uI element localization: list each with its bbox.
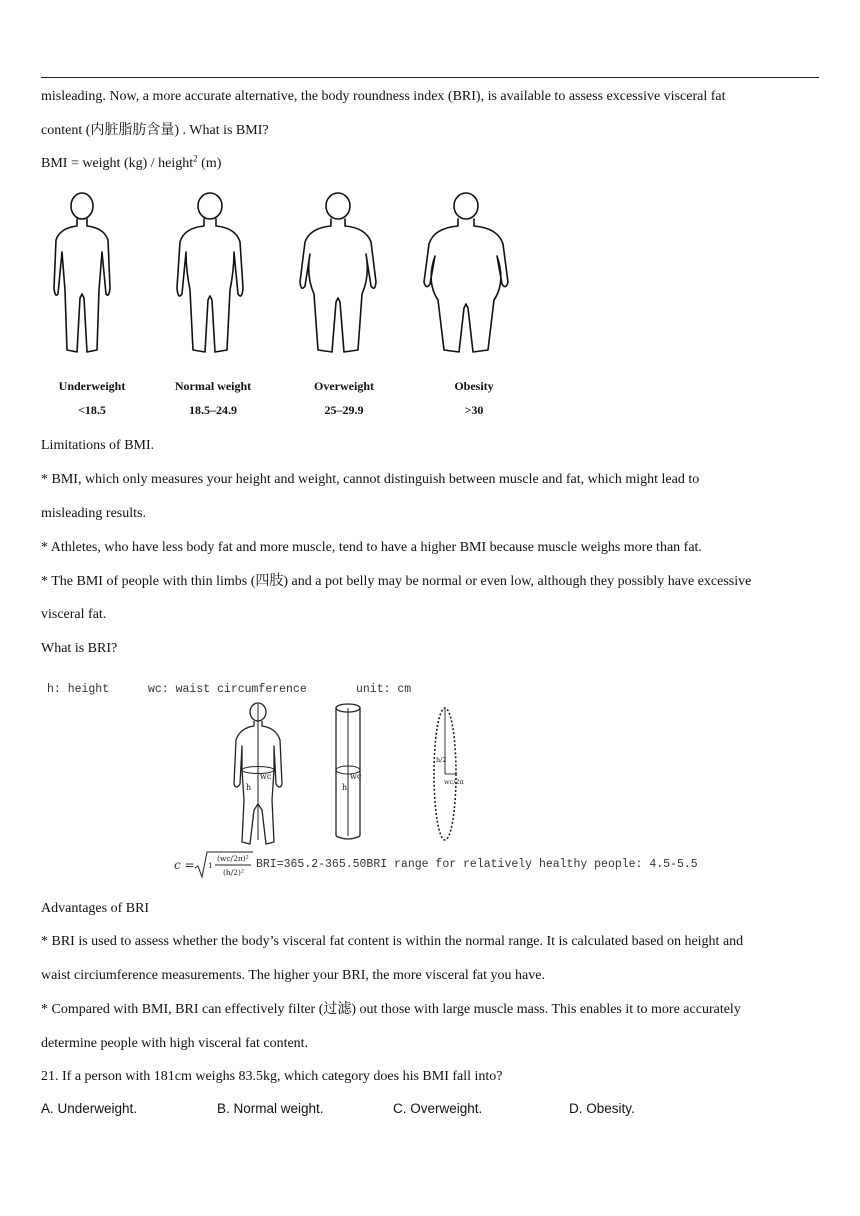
bri-ellipse (434, 708, 456, 840)
bmi-label-normal: Normal weight (174, 379, 252, 393)
svg-text:(wc/2π)²: (wc/2π)² (217, 854, 249, 863)
bmi-formula-prefix: BMI = weight (kg) / height (41, 156, 194, 171)
question-stem: 21. If a person with 181cm weighs 83.5kg, which category does his BMI fall into? (41, 1069, 503, 1084)
advantages-paragraph: determine people with high visceral fat content. (41, 1036, 309, 1051)
bmi-range-underweight: <18.5 (78, 403, 106, 417)
bri-human-outline (234, 703, 282, 844)
bmi-figure (40, 190, 520, 365)
limitations-paragraph: visceral fat. (41, 607, 107, 622)
figure-underweight (54, 193, 110, 352)
figure-obesity (424, 193, 508, 352)
advantages-paragraph: * BRI is used to assess whether the body’s visceral fat content is within the normal range. It is calculated based on height and (41, 934, 744, 949)
passage-line: misleading. Now, a more accurate alternative, the body roundness index (BRI), is available to assess excessive visceral fat (41, 89, 726, 104)
advantages-paragraph: * Compared with BMI, BRI can effectively filter (过滤) out those with large muscle mass. This enables it to more accurately (41, 1002, 741, 1017)
option-d[interactable]: D. Obesity. (569, 1101, 635, 1116)
bri-formula-tail: BRI=365.2-365.50BRI range for relatively healthy people: 4.5-5.5 (256, 858, 698, 871)
bmi-range-obesity: >30 (464, 403, 484, 417)
bri-legend-unit: unit: cm (356, 683, 412, 696)
bri-ellipse-wc-mark: wc/2π (444, 778, 464, 786)
bmi-formula-sup: 2 (193, 153, 198, 164)
bri-legend-height: h: height (47, 683, 110, 696)
bri-legend-waist: wc: waist circumference (148, 683, 307, 696)
bmi-label-obesity: Obesity (454, 379, 494, 393)
advantages-paragraph: waist circiumference measurements. The higher your BRI, the more visceral fat you have. (41, 968, 545, 983)
limitations-paragraph: * BMI, which only measures your height and weight, cannot distinguish between muscle and fat, which might lead to (41, 472, 700, 487)
bri-figure (220, 700, 470, 850)
limitations-heading: Limitations of BMI. (41, 438, 155, 453)
option-b[interactable]: B. Normal weight. (217, 1101, 324, 1116)
svg-text:(h/2)²: (h/2)² (223, 868, 244, 877)
bmi-range-normal: 18.5–24.9 (189, 403, 237, 417)
bri-ellipse-h-mark: h/2 (436, 756, 447, 764)
bri-cylinder-wc-mark: wc (350, 772, 362, 781)
limitations-paragraph: misleading results. (41, 506, 146, 521)
bmi-label-underweight: Underweight (58, 379, 126, 393)
bri-cylinder-h-mark: h (342, 783, 348, 792)
bmi-range-overweight: 25–29.9 (324, 403, 364, 417)
option-c[interactable]: C. Overweight. (393, 1101, 483, 1116)
bri-heading: What is BRI? (41, 641, 118, 656)
advantages-heading: Advantages of BRI (41, 901, 150, 916)
limitations-paragraph: * The BMI of people with thin limbs (四肢) and a pot belly may be normal or even low, although they possibly have excessive (41, 574, 752, 589)
passage-line: content (内脏脂肪含量) . What is BMI? (41, 123, 269, 138)
bri-human-h-mark: h (246, 783, 252, 792)
header-rule (41, 77, 819, 78)
figure-overweight (300, 193, 376, 352)
svg-text:1: 1 (208, 861, 213, 870)
bri-formula-c: c = (174, 858, 195, 872)
bri-formula-radical (195, 850, 255, 880)
option-a[interactable]: A. Underweight. (41, 1101, 138, 1116)
bmi-formula (41, 155, 221, 173)
limitations-paragraph: * Athletes, who have less body fat and more muscle, tend to have a higher BMI because muscle weighs more than fat. (41, 540, 702, 555)
bmi-label-overweight: Overweight (314, 379, 374, 393)
figure-normal (177, 193, 243, 352)
bmi-formula-suffix: (m) (197, 156, 222, 171)
bri-human-wc-mark: wc (260, 772, 272, 781)
